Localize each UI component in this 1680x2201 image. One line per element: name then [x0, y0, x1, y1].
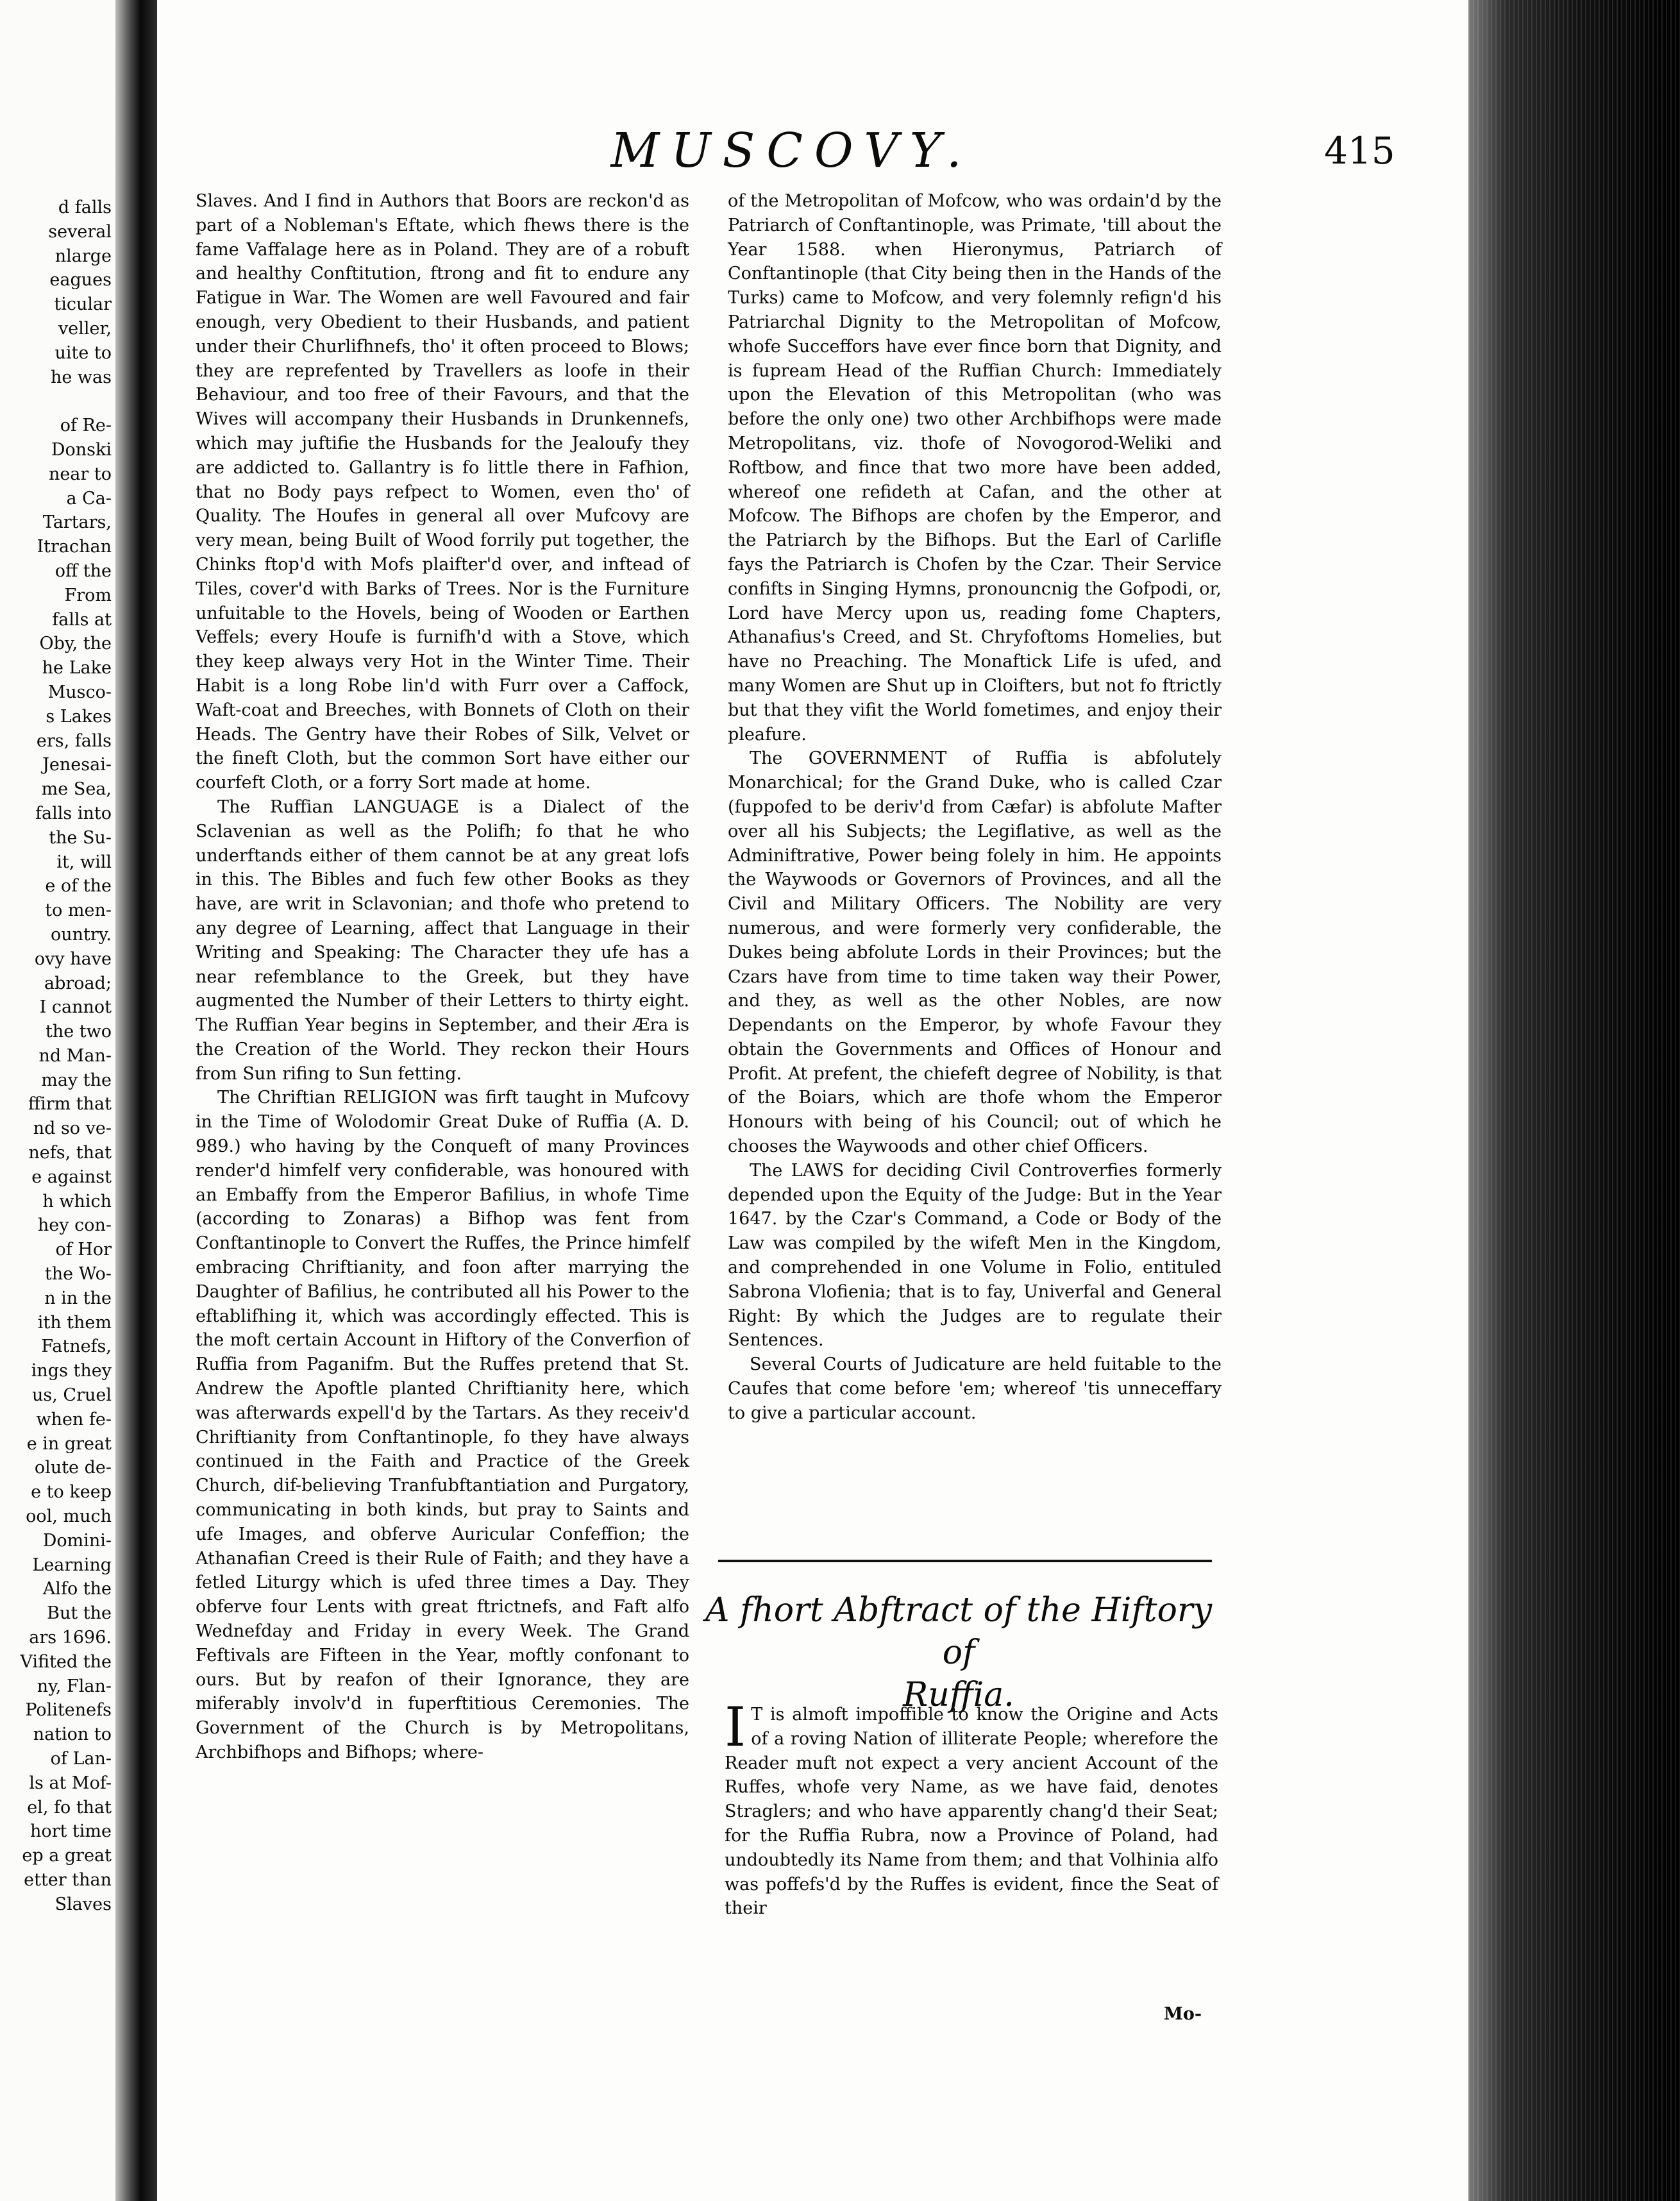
left-page-fragment: Domini-	[42, 1530, 112, 1551]
left-page-fragment: d falls	[58, 198, 112, 217]
left-page-fragment: us, Cruel	[32, 1385, 112, 1406]
left-column	[196, 189, 689, 1765]
left-page-fragment: e to keep	[31, 1482, 112, 1503]
left-page-fragment: e of the	[45, 876, 112, 897]
left-page-fragment: ovy have	[34, 949, 112, 969]
paragraph-metropolitan: of the Metropolitan of Mofcow, who was ordain'd by the Patriarch of Conftantinople, was Primate, 'till about the Year 1588. when Hieronymus, Patriarch of Conftantinople (that City being then in the Hands of the Turks) came to Mofcow, and very folemnly refign'd his Patriarchal Dignity to the Metropolitan of Mofcow, whofe Succeffors have ever fince born that Dignity, and is fupream Head of the Ruffian Church: Immediately upon the Elevation of this Metropolitan (who was before the only one) two other Archbifhops were made Metropolitans, viz. thofe of Novogorod-Weliki and Roftbow, and fince that two more have been added, whereof one refideth at Cafan, and the other at Mofcow. The Bifhops are chofen by the Emperor, and the Patriarch by the Bifhops. But the Earl of Carlifle fays the Patriarch is Chofen by the Czar. Their Service confifts in Singing Hymns, pronouncnig the Gofpodi, or, Lord have Mercy upon us, reading fome Chapters, Athanafius's Creed, and St. Chryfoftoms Homelies, but have no Preaching. The Monaftick Life is ufed, and many Women are Shut up in Cloifters, but not fo ftrictly but that they vifit the World fometimes, and enjoy their pleafure.	[728, 191, 1222, 745]
left-page-fragment: ings they	[31, 1361, 112, 1381]
left-page-fragment: nd Man-	[38, 1045, 112, 1066]
left-page-fragment: nation to	[33, 1725, 112, 1745]
left-page-fragment: ffirm that	[28, 1094, 112, 1115]
left-page-fragment: Slaves	[55, 1894, 112, 1914]
paragraph-courts: Several Courts of Judicature are held fuitable to the Caufes that come before 'em; whereof 'tis unneceffary to give a particular account.	[728, 1354, 1222, 1423]
paragraph-laws: The LAWS for deciding Civil Controverfies formerly depended upon the Equity of the Judge: But in the Year 1647. by the Czar's Command, a Code or Body of the Law was compiled by the wifeft Men in the Kingdom, and comprehended in one Volume in Folio, entituled Sabrona Vlofienia; that is to fay, Univerfal and General Right: By which the Judges are to regulate their Sentences.	[728, 1160, 1222, 1351]
left-page-fragment: ith them	[37, 1312, 112, 1333]
page-number: 415	[1324, 129, 1395, 173]
left-page-fragment: Alfo the	[42, 1579, 112, 1599]
section-divider	[718, 1560, 1212, 1562]
left-page-fragment: e in great	[26, 1433, 112, 1454]
left-page-fragment: he was	[50, 367, 112, 387]
left-page-fragment: near to	[48, 464, 112, 484]
left-page-fragment: the Su-	[49, 827, 112, 848]
left-page-fragment: From	[64, 585, 112, 605]
paragraph-government: The GOVERNMENT of Ruffia is abfolutely Monarchical; for the Grand Duke, who is called Czar (fuppofed to be deriv'd from Cæfar) is abfolute Mafter over all his Subjects; the Legiflative, as well as the Adminiftrative, Power being folely in him. He appoints the Waywoods or Governors of Provinces, and all the Civil and Military Officers. The Nobility are very numerous, and were formerly very confiderable, the Dukes being abfolute Lords in their Provinces; but the Czars have from time to time taken way their Power, and they, as well as the other Nobles, are now Dependants on the Emperor, by whofe Favour they obtain the Governments and Offices of Honour and Profit. At prefent, the chiefeft degree of Nobility, is that of the Boiars, which are thofe whom the Emperor Honours with being of his Council; out of which he chooses the Waywoods and other chief Officers.	[728, 748, 1222, 1157]
left-page-fragment: Tartars,	[42, 512, 112, 533]
left-page-fragment: me Sea,	[41, 779, 112, 800]
left-page-fragment: several	[48, 221, 112, 242]
left-page-fragment: ticular	[54, 294, 112, 315]
left-page-fragment: Jenesai-	[42, 755, 112, 775]
left-page-fragment: falls into	[35, 803, 112, 823]
left-page-fragment: falls at	[52, 609, 112, 630]
book-page-edges	[1468, 0, 1680, 2201]
right-column	[728, 189, 1222, 1426]
left-page-fragment: Musco-	[47, 682, 112, 702]
left-page-fragment: nlarge	[55, 246, 112, 266]
left-page-fragment: hey con-	[37, 1215, 112, 1236]
section-heading	[702, 1589, 1215, 1716]
left-page-fragment: he Lake	[42, 658, 112, 679]
left-page-fragment: may the	[41, 1070, 112, 1090]
left-page-fragment: Vifited the	[20, 1651, 112, 1672]
left-page-fragment: Learning	[32, 1555, 112, 1575]
left-page-fragment: n in the	[44, 1288, 112, 1308]
paragraph-religion: The Chriftian RELIGION was firft taught in Mufcovy in the Time of Wolodomir Great Duke of Ruffia (A. D. 989.) who having by the Conqueft of many Provinces render'd himfelf very confiderable, was honoured with an Embaffy from the Emperor Bafilius, in whofe Time (according to Zonaras) a Bifhop was fent from Conftantinople to Convert the Ruffes, the Prince himfelf embracing Chriftianity, and foon after marrying the Daughter of Bafilius, he contributed all his Power to the eftablifhing it, which was accordingly effected. This is the moft certain Account in Hiftory of the Converfion of Ruffia from Paganifm. But the Ruffes pretend that St. Andrew the Apoftle planted Chriftianity here, which was afterwards expell'd by the Tartars. As they receiv'd Chriftianity from Conftantinople, fo they have always continued in the Faith and Practice of the Greek Church, dif-believing Tranfubftantiation and Purgatory, communicating in both kinds, but pray to Saints and ufe Images, and obferve Auricular Confeffion; the Athanafian Creed is their Rule of Faith; and they have a fetled Liturgy which is ufed three times a Day. They obferve four Lents with great ftrictnefs, and Faft alfo Wednefday and Friday in every Week. The Grand Feftivals are Fifteen in the Year, moftly confonant to ours. But by reafon of their Ignorance, they are miferably involv'd in fuperftitious Ceremonies. The Government of the Church is by Metropolitans, Archbifhops and Bifhops; where-	[196, 1088, 689, 1762]
left-page-fragment: ool, much	[26, 1506, 112, 1527]
left-page-fragment: ny, Flan-	[37, 1676, 112, 1696]
left-page-fragment: eagues	[49, 270, 112, 291]
left-page-fragment: off the	[55, 561, 112, 581]
left-page-fragment: nefs, that	[28, 1143, 112, 1163]
left-page-fragment: e against	[31, 1167, 112, 1187]
left-page-fragment: But the	[47, 1603, 112, 1624]
left-page-fragment: h which	[42, 1191, 112, 1211]
left-page-fragment: Oby, the	[39, 634, 112, 654]
left-page-fragment: of Re-	[60, 416, 112, 436]
left-page-edge	[0, 0, 115, 2201]
left-page-fragment: ls at Mof-	[29, 1773, 112, 1793]
left-page-fragment: veller,	[58, 318, 112, 339]
left-page-fragment: nd so ve-	[33, 1118, 112, 1139]
left-page-fragment: the two	[45, 1022, 112, 1042]
left-page-fragment: s Lakes	[46, 706, 112, 727]
right-page	[157, 0, 1468, 2201]
left-page-fragment: etter than	[24, 1869, 112, 1890]
left-page-fragment: it, will	[56, 852, 112, 872]
left-page-fragment: Fatnefs,	[41, 1337, 112, 1357]
left-page-text-fragments	[20, 196, 112, 1917]
left-page-fragment	[20, 389, 112, 414]
left-page-fragment: Itrachan	[37, 537, 112, 557]
drop-cap: I	[725, 1696, 746, 1758]
left-page-fragment: of Hor	[55, 1240, 112, 1260]
left-page-fragment: ars 1696.	[29, 1628, 112, 1648]
book-gutter	[115, 0, 157, 2201]
left-page-fragment: ers, falls	[36, 730, 112, 751]
left-page-fragment: of Lan-	[50, 1749, 112, 1769]
section-heading-line2: Ruffia.	[903, 1676, 1014, 1714]
left-page-fragment: uite to	[55, 342, 112, 363]
left-page-fragment: when fe-	[36, 1409, 112, 1429]
left-page-fragment: el, fo that	[27, 1797, 112, 1817]
section-heading-line1: A fhort Abftract of the Hiftory of	[705, 1591, 1213, 1672]
left-page-fragment: Donski	[51, 439, 112, 460]
abstract-text: T is almoft impoffible to know the Origine and Acts of a roving Nation of illiterate People; wherefore the Reader muft not expect a very ancient Account of the Ruffes, whofe very Name, as we have faid, denotes Straglers; and who have apparently chang'd their Seat; for the Ruffia Rubra, now a Province of Poland, had undoubtedly its Name from them; and that Volhinia alfo was poffefs'd by the Ruffes is evident, fince the Seat of their	[725, 1705, 1218, 1919]
left-page-fragment: I cannot	[39, 997, 112, 1018]
left-page-fragment: Politenefs	[25, 1700, 112, 1721]
paragraph-language: The Ruffian LANGUAGE is a Dialect of the Sclavenian as well as the Polifh; fo that he who underftands either of them cannot be at any great lofs in this. The Bibles and fuch few other Books as they have, are writ in Sclavonian; and thofe who pretend to any degree of Learning, affect that Language in their Writing and Speaking: The Character they ufe has a near refemblance to the Greek, but they have augmented the Number of their Letters to thirty eight. The Ruffian Year begins in September, and their Æra is the Creation of the World. They reckon their Hours from Sun rifing to Sun fetting.	[196, 797, 689, 1084]
abstract-paragraph	[725, 1696, 1218, 1921]
paragraph-slaves: Slaves. And I find in Authors that Boors are reckon'd as part of a Nobleman's Eftate, which fhews there is the fame Vaffalage here as in Poland. They are of a robuft and healthy Conftitution, ftrong and fit to endure any Fatigue in War. The Women are well Favoured and fair enough, very Obedient to their Husbands, and patient under their Churlifhnefs, tho' it often proceed to Blows; they are reprefented by Travellers as loofe in their Behaviour, and too free of their Favours, and that the Wives will accompany their Husbands in Drunkennefs, which may juftifie the Husbands for the Jealoufy they are addicted to. Gallantry is fo little there in Fafhion, that no Body pays refpect to Women, even tho' of Quality. The Houfes in general all over Mufcovy are very mean, being Built of Wood forrily put together, the Chinks ftop'd with Mofs plaifter'd over, and inftead of Tiles, cover'd with Barks of Trees. Nor is the Furniture unfuitable to the Hovels, being of Wooden or Earthen Veffels; every Houfe is furnifh'd with a Stove, which they keep always very Hot in the Winter Time. Their Habit is a long Robe lin'd with Furr over a Caffock, Waft-coat and Breeches, with Bonnets of Cloth on their Heads. The Gentry have their Robes of Silk, Velvet or the fineft Cloth, but the common Sort have either our courfeft Cloth, or a forry Sort made at home.	[196, 191, 689, 793]
left-page-fragment: ep a great	[22, 1846, 112, 1866]
left-page-fragment: to men-	[45, 900, 112, 921]
left-page-fragment: hort time	[29, 1821, 112, 1842]
left-page-fragment: ountry.	[50, 924, 112, 945]
running-head: MUSCOVY.	[610, 123, 973, 178]
left-page-fragment: abroad;	[44, 973, 112, 993]
catchword: Mo-	[1164, 2004, 1202, 2024]
left-page-fragment: the Wo-	[44, 1264, 112, 1285]
left-page-fragment: olute de-	[34, 1458, 112, 1478]
left-page-fragment: a Ca-	[66, 488, 112, 509]
